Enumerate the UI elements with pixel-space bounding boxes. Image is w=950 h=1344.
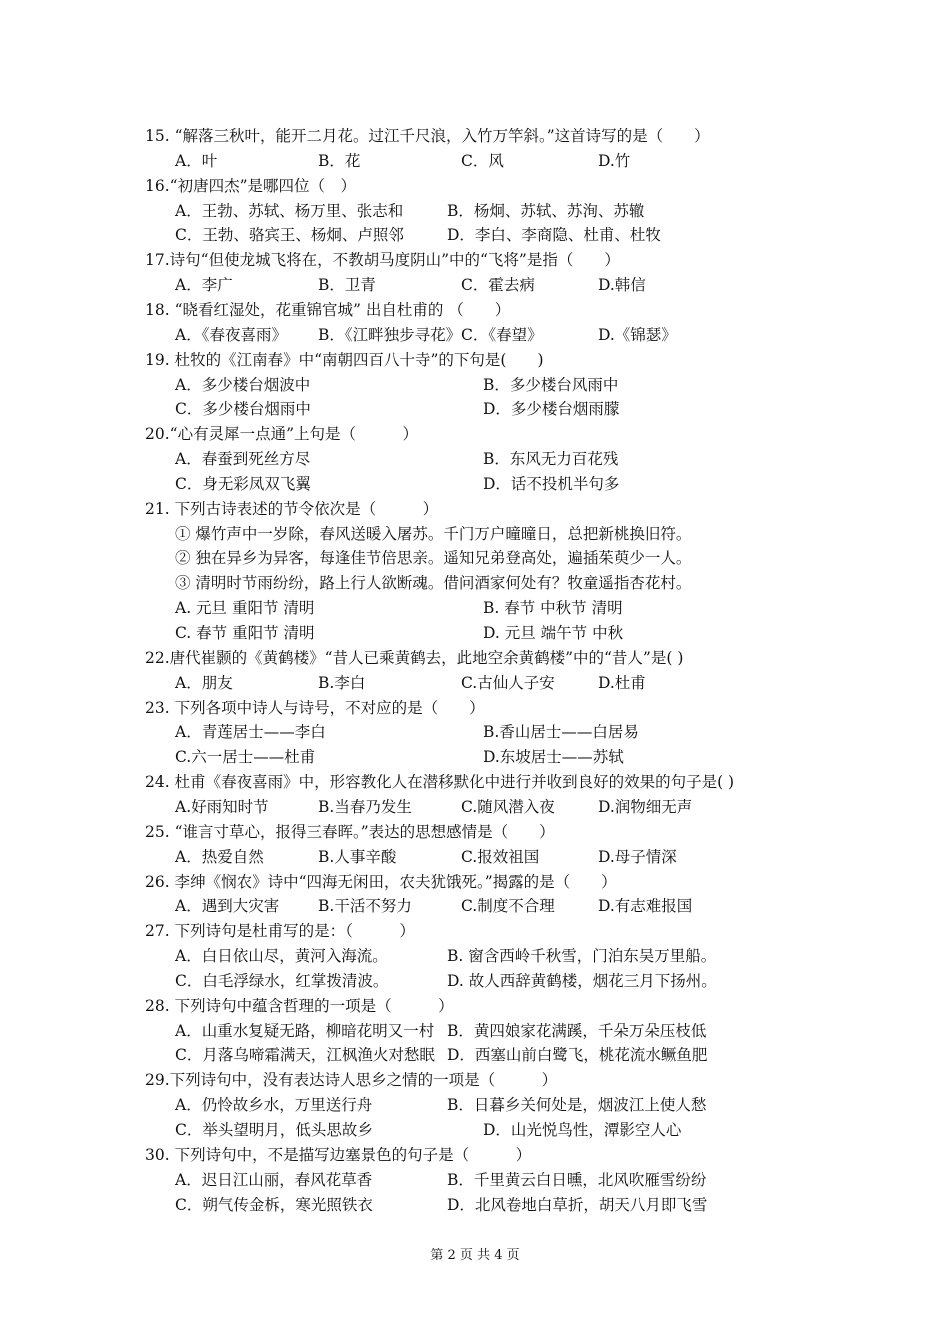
option-d: D.润物细无声 [598,797,693,816]
option-b: B．东风无力百花残 [483,450,619,469]
question-stem: 18. “晓看红湿处，花重锦官城” 出自杜甫的 （ ） [145,300,511,319]
option-d: D.杜甫 [598,673,646,692]
option-b: D.东坡居士——苏轼 [483,748,624,767]
question-stem: 29.下列诗句中，没有表达诗人思乡之情的一项是（ ） [145,1071,558,1090]
option-a: A．多少楼台烟波中 [175,375,311,394]
option-b: D．山光悦鸟性，潭影空人心 [483,1121,682,1139]
option-a: C．多少楼台烟雨中 [175,400,311,419]
option-d: D.有志难报国 [598,897,693,916]
question-stem: 15. “解落三秋叶，能开二月花。过江千尺浪，入竹万竿斜。”这首诗写的是（ ） [145,127,710,145]
option-d: D.韩信 [598,276,646,295]
option-a: C．白毛浮绿水，红掌拨清波。 [175,971,389,990]
question-stem: 20.“心有灵犀一点通”上句是（ ） [145,425,418,444]
option-a: A.好雨知时节 [175,797,269,816]
option-b: B．日暮乡关何处是，烟波江上使人愁 [447,1096,707,1115]
option-a: C．王勃、骆宾王、杨炯、卢照邻 [175,226,404,245]
option-b: D. 元旦 端午节 中秋 [483,624,624,642]
option-c: C．风 [461,151,504,170]
question-stem: 26. 李绅《悯农》诗中“四海无闲田，农夫犹饿死。”揭露的是（ ） [145,872,617,891]
option-c: C．《春望》 [461,325,543,344]
option-a: A．叶 [175,151,218,170]
question-stem: 16.“初唐四杰”是哪四位（ ） [145,176,356,195]
question-stem: 22.唐代崔颢的《黄鹤楼》“昔人已乘黄鹤去，此地空余黄鹤楼”中的“昔人”是( ) [145,648,684,667]
option-c: C.古仙人子安 [461,673,555,692]
option-a: C．朔气传金柝，寒光照铁衣 [175,1195,373,1214]
option-b: B. 春节 中秋节 清明 [483,599,623,618]
option-b: B. 窗含西岭千秋雪，门泊东吴万里船。 [447,947,717,966]
option-b: B．千里黄云白日曛，北风吹雁雪纷纷 [447,1170,707,1189]
option-a: A．王勃、苏轼、杨万里、张志和 [175,201,404,220]
option-d: D.竹 [598,151,631,170]
option-d: D.《锦瑟》 [598,325,677,344]
option-b: D．话不投机半句多 [483,474,620,493]
option-b: B.人事辛酸 [318,847,397,866]
option-a: A．山重水复疑无路，柳暗花明又一村 [175,1021,435,1040]
option-d: D.母子情深 [598,847,677,866]
question-stem: 30. 下列诗句中，不是描写边塞景色的句子是（ ） [145,1145,532,1164]
question-stem: 24. 杜甫《春夜喜雨》中，形容教化人在潜移默化中进行并收到良好的效果的句子是( ) [145,773,735,792]
poem-line: ③ 清明时节雨纷纷，路上行人欲断魂。借问酒家何处有？牧童遥指杏花村。 [175,574,692,593]
question-stem: 28. 下列诗句中蕴含哲理的一项是（ ） [145,996,454,1015]
option-a: A．迟日江山丽，春风花草香 [175,1170,373,1189]
option-a: A．遇到大灾害 [175,897,280,916]
option-a: C．身无彩凤双飞翼 [175,474,311,493]
option-a: C．举头望明月，低头思故乡 [175,1121,373,1139]
option-c: C.制度不合理 [461,897,555,916]
option-a: A．青莲居士——李白 [175,723,326,742]
option-b: B.当春乃发生 [318,797,412,816]
option-b: B.干活不努力 [318,897,412,916]
option-b: D．李白、李商隐、杜甫、杜牧 [447,226,661,245]
option-c: C.随风潜入夜 [461,797,555,816]
option-b: B．杨炯、苏轼、苏洵、苏辙 [447,201,645,220]
page-footer: 第 2 页 共 4 页 [430,1248,520,1263]
question-stem: 19. 杜牧的《江南春》中“南朝四百八十寺”的下句是( ) [145,350,544,369]
question-stem: 21. 下列古诗表述的节令依次是（ ） [145,499,439,518]
option-a: A．白日依山尽，黄河入海流。 [175,947,388,966]
option-b: D．北风卷地白草折，胡天八月即飞雪 [447,1195,708,1214]
option-a: A．热爱自然 [175,847,264,866]
question-stem: 27. 下列诗句是杜甫写的是：（ ） [145,922,415,941]
option-b: D．西塞山前白鹭飞，桃花流水鳜鱼肥 [447,1046,708,1065]
option-b: B．多少楼台风雨中 [483,375,619,394]
option-a: C.六一居士——杜甫 [175,748,316,767]
question-stem: 17.诗句“但使龙城飞将在，不教胡马度阴山”中的“飞将”是指（ ） [145,251,620,270]
option-a: A．《春夜喜雨》 [175,325,287,344]
option-a: A．李广 [175,276,233,295]
option-c: C．霍去病 [461,276,535,295]
option-b: D．多少楼台烟雨朦 [483,400,620,419]
option-b: B．卫青 [318,276,376,295]
option-b: B.李白 [318,673,366,692]
option-b: B.香山居士——白居易 [483,723,639,742]
option-c: C.报效祖国 [461,847,540,866]
poem-line: ① 爆竹声中一岁除，春风送暖入屠苏。千门万户曈曈日，总把新桃换旧符。 [175,524,692,543]
option-a: A．朋友 [175,673,233,692]
poem-line: ② 独在异乡为异客，每逢佳节倍思亲。遥知兄弟登高处，遍插茱萸少一人。 [175,549,692,568]
option-a: A. 元旦 重阳节 清明 [175,599,315,618]
option-b: B．花 [318,151,361,170]
option-b: B．黄四娘家花满蹊，千朵万朵压枝低 [447,1021,707,1040]
question-stem: 25. “谁言寸草心，报得三春晖。”表达的思想感情是（ ） [145,822,555,841]
option-a: C. 春节 重阳节 清明 [175,624,315,642]
option-a: A．春蚕到死丝方尽 [175,450,311,469]
question-stem: 23. 下列各项中诗人与诗号，不对应的是（ ） [145,698,485,717]
option-a: A．仍怜故乡水，万里送行舟 [175,1096,373,1115]
option-a: C．月落乌啼霜满天，江枫渔火对愁眠 [175,1046,435,1065]
option-b: B．《江畔独步寻花》 [318,325,462,344]
option-b: D. 故人西辞黄鹤楼，烟花三月下扬州。 [447,971,717,990]
